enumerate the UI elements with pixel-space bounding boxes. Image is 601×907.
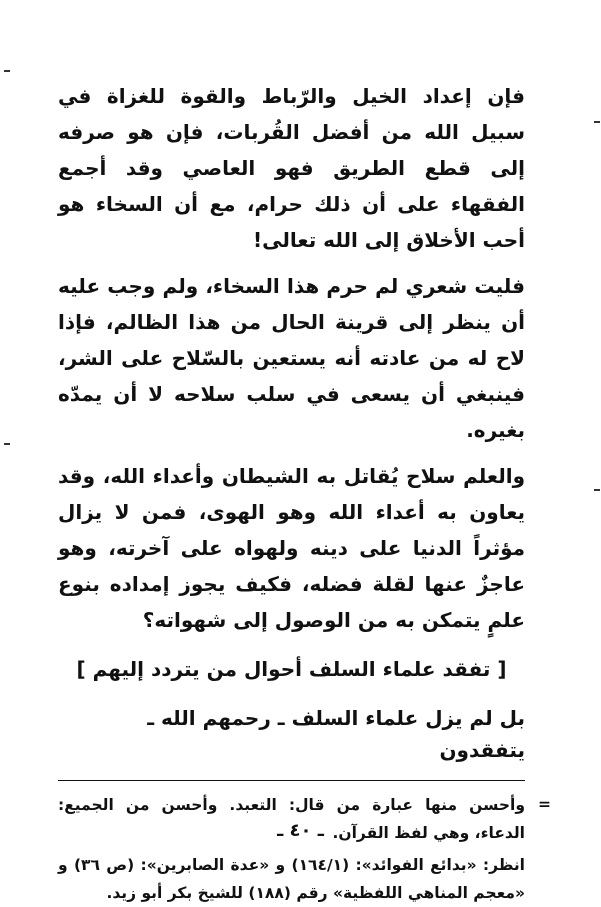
footnote-text: وأحسن منها عبارة من قال: التعبد. وأحسن من الجميع: الدعاء، وهي لفظ القرآن. xyxy=(58,796,525,842)
footnote-text: انظر: «بدائع الفوائد»: (١٦٤/١) و «عدة الصابرين»: (ص ٣٦) و «معجم المناهي اللفظية» رقم (١٨٨) للشيخ بكر أبو زيد. xyxy=(58,856,525,902)
margin-mark xyxy=(594,489,600,491)
margin-mark xyxy=(4,70,10,72)
continuation-mark: = xyxy=(538,795,551,813)
footnote-divider xyxy=(58,780,525,781)
page-body xyxy=(58,78,551,907)
lead-line: بل لم يزل علماء السلف ـ رحمهم الله ـ يتفقدون xyxy=(147,706,525,762)
margin-mark xyxy=(594,121,600,123)
paragraph: فليت شعري لم حرم هذا السخاء، ولم وجب عليه أن ينظر إلى قرينة الحال من هذا الظالم، فإذا لاح له من عادته أنه يستعين بالسّلاح على الشر، فينبغي أن يسعى في سلب سلاحه لا أن يمدّه بغيره. xyxy=(58,274,525,442)
paragraph: والعلم سلاح يُقاتل به الشيطان وأعداء الله، وقد يعاون به أعداء الله وهو الهوى، فمن لا يزال مؤثراً الدنيا على دينه ولهواه على آخرته، وهو عاجزٌ عنها لقلة فضله، فكيف يجوز إمداده بنوع علمٍ يتمكن به من الوصول إلى شهواته؟ xyxy=(58,464,525,632)
margin-mark xyxy=(4,443,10,445)
page-number: ـ ٤٠ ـ xyxy=(277,820,324,841)
section-heading: [ تفقد علماء السلف أحوال من يتردد إليهم ] xyxy=(76,657,507,681)
footnotes xyxy=(58,791,551,907)
paragraph: فإن إعداد الخيل والرّباط والقوة للغزاة في سبيل الله من أفضل القُربات، فإن هو صرفه إلى قطع الطريق فهو العاصي وقد أجمع الفقهاء على أن ذلك حرام، مع أن السخاء هو أحب الأخلاق إلى الله تعالى! xyxy=(58,84,525,252)
